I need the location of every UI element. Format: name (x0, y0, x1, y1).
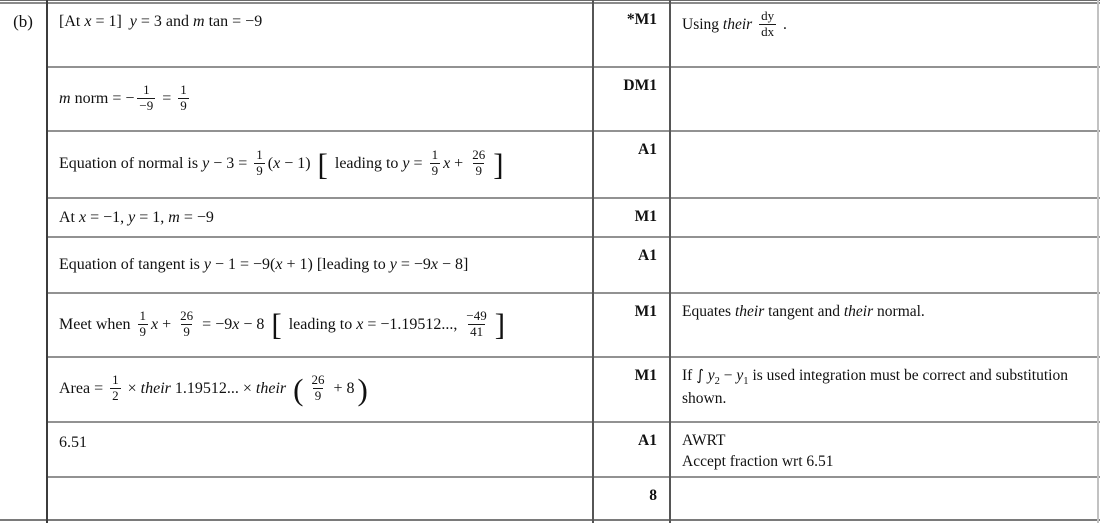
math-italic-text: x (443, 155, 451, 173)
comment-content (682, 302, 1086, 323)
math-text: − (719, 367, 737, 384)
working-cell (47, 68, 592, 130)
working-cell (47, 358, 592, 421)
table-row (47, 294, 1100, 358)
fraction-denominator: 2 (112, 388, 119, 403)
grid-line-mark-right (669, 0, 671, 523)
math-italic-text: y (389, 256, 397, 274)
fraction-numerator: 1 (180, 81, 187, 97)
grid-line-right-edge (1097, 0, 1099, 523)
table-row (47, 238, 1100, 294)
fraction-numerator: 26 (311, 372, 325, 388)
math-italic-text: m (193, 13, 205, 30)
working-cell (47, 478, 592, 519)
table-row (47, 132, 1100, 199)
comment-cell (670, 358, 1100, 421)
grid-line-top-edge (0, 0, 1100, 1)
math-text: = −1.19512..., (363, 315, 462, 333)
math-text: tangent and (764, 303, 844, 320)
math-text (752, 16, 756, 33)
math-text: 1.19512... × (170, 380, 256, 398)
fraction-denominator: 9 (183, 323, 190, 339)
math-text: leading to (284, 315, 357, 333)
math-italic-text: y (202, 155, 210, 173)
math-text: normal. (873, 303, 925, 320)
math-text: + 1) [leading to (282, 256, 390, 274)
working-content (59, 307, 508, 342)
fraction-denominator: 41 (470, 323, 484, 339)
mark-cell: DM1 (623, 77, 657, 94)
grid-line-mark-left (592, 0, 594, 523)
comment-cell (670, 238, 1100, 292)
fraction (430, 148, 441, 179)
part-label: (b) (13, 12, 33, 31)
fraction-numerator: −49 (466, 307, 487, 323)
fraction-denominator: −9 (139, 97, 154, 113)
math-text: − 8 (239, 315, 269, 333)
fraction (178, 309, 195, 340)
math-italic-text: x (273, 155, 281, 173)
mark-cell: A1 (638, 432, 657, 449)
large-bracket: ] (493, 146, 504, 182)
mark-cell: *M1 (626, 11, 657, 28)
math-italic-text: y (129, 13, 137, 30)
fraction (137, 83, 155, 114)
mark-cell: M1 (634, 208, 657, 225)
math-text: tan = −9 (204, 13, 263, 30)
math-text: = −9 (198, 315, 233, 333)
math-italic-text: their (843, 303, 874, 320)
comment-cell (670, 132, 1100, 197)
comment-cell (670, 2, 1100, 66)
math-text: leading to (330, 155, 403, 173)
math-italic-text: y (402, 155, 410, 173)
fraction-numerator: dy (761, 8, 775, 23)
math-text: At (59, 208, 79, 226)
math-text: = 1, (135, 208, 169, 226)
large-bracket: ) (357, 371, 368, 407)
math-text: = −9 (179, 208, 214, 226)
comment-content (682, 431, 1086, 473)
math-text: Equation of normal is (59, 155, 203, 173)
fraction-numerator: 1 (431, 147, 439, 163)
math-italic-text: x (84, 13, 92, 30)
math-italic-text: m (59, 89, 71, 107)
math-italic-text: their (722, 16, 753, 33)
fraction-denominator: 9 (256, 163, 263, 178)
math-text: Area = (59, 380, 108, 398)
fraction (759, 9, 776, 40)
working-cell (47, 132, 592, 197)
math-text: + (450, 155, 468, 173)
fraction-denominator: 9 (431, 163, 439, 178)
math-text: norm = − (70, 89, 135, 107)
math-text: Equation of tangent is (59, 256, 204, 274)
working-cell (47, 423, 592, 476)
fraction-numerator: 1 (143, 81, 150, 97)
math-text: . (779, 16, 787, 33)
math-text: 6.51 (59, 434, 87, 451)
fraction-numerator: 1 (256, 147, 263, 163)
math-text: + (158, 315, 176, 333)
fraction-denominator: 9 (475, 163, 482, 178)
working-content (59, 146, 507, 182)
working-content (59, 11, 262, 33)
math-italic-text: their (140, 380, 171, 398)
math-italic-text: x (232, 315, 240, 333)
working-content (59, 432, 87, 454)
math-text: Using (682, 16, 723, 33)
large-bracket: [ (271, 307, 282, 342)
math-italic-text: their (255, 380, 287, 398)
fraction (178, 83, 189, 114)
table-row (47, 478, 1100, 519)
math-text: Meet when (59, 315, 135, 333)
math-text: − 3 = (209, 155, 252, 173)
comment-cell (670, 294, 1100, 356)
table-row (47, 2, 1100, 68)
math-text: × (123, 380, 141, 398)
fraction (470, 148, 487, 179)
integral-symbol: ∫ (696, 367, 704, 384)
math-text: = −1, (86, 208, 129, 226)
math-text: = −9 (396, 256, 431, 274)
math-italic-text: x (79, 208, 87, 226)
fraction (110, 373, 121, 404)
math-italic-text: y (736, 367, 744, 384)
fraction-denominator: 9 (180, 97, 187, 113)
math-text: [At (59, 13, 85, 30)
working-cell (47, 2, 592, 66)
grid-line-part-divider (46, 0, 48, 523)
large-bracket: ( (293, 371, 304, 407)
large-bracket: ] (494, 307, 506, 342)
comment-cell (670, 423, 1100, 476)
math-italic-text: x (430, 256, 438, 274)
working-content (59, 371, 371, 407)
math-italic-text: y (203, 256, 211, 274)
fraction (464, 309, 488, 340)
mark-scheme-table (47, 2, 1100, 519)
table-row (47, 358, 1100, 423)
working-content (59, 81, 192, 115)
large-bracket: [ (317, 146, 328, 182)
math-text: − 1 = −9( (210, 256, 276, 274)
math-text: ( (267, 155, 274, 173)
mark-cell: A1 (638, 141, 657, 158)
fraction-denominator: 9 (139, 323, 147, 339)
math-text: − 1) (280, 155, 315, 173)
math-text: is used integration must be correct and substitution shown. (682, 367, 1072, 408)
comment-content (682, 366, 1086, 410)
subscript: 1 (743, 376, 749, 388)
math-text: Equates (682, 303, 735, 320)
math-italic-text: their (734, 303, 765, 320)
fraction (309, 373, 326, 404)
math-text: = (409, 155, 427, 173)
math-italic-text: m (168, 208, 180, 226)
table-row (47, 68, 1100, 132)
fraction-numerator: 1 (139, 307, 147, 323)
math-text: If (682, 367, 697, 384)
math-text (286, 380, 290, 397)
math-text: Accept fraction wrt 6.51 (682, 452, 834, 470)
working-cell (47, 238, 592, 292)
fraction-numerator: 26 (180, 307, 194, 323)
table-row (47, 423, 1100, 478)
math-italic-text: x (275, 256, 283, 274)
math-italic-text: x (151, 315, 159, 333)
working-content (59, 254, 468, 276)
working-cell (47, 199, 592, 236)
working-content (59, 207, 214, 229)
fraction (254, 148, 265, 179)
subscript: 2 (714, 376, 720, 388)
fraction (138, 309, 149, 340)
fraction-denominator: 9 (314, 388, 322, 403)
math-text: − 8] (437, 256, 469, 274)
math-text: = 1] (91, 13, 130, 30)
mark-cell: M1 (634, 367, 657, 384)
mark-cell: A1 (638, 247, 657, 264)
comment-cell (670, 199, 1100, 236)
math-text: = (158, 89, 176, 107)
mark-cell: M1 (634, 303, 657, 320)
fraction-numerator: 1 (112, 372, 119, 388)
grid-line-bottom (0, 519, 1100, 521)
comment-content (682, 10, 1086, 41)
math-text: + 8 (329, 380, 355, 398)
fraction-numerator: 26 (472, 147, 486, 163)
math-italic-text: y (707, 367, 715, 384)
grid-line-top (0, 2, 1100, 4)
math-text: = 3 and (136, 13, 194, 30)
math-italic-text: y (128, 208, 136, 226)
mark-cell: 8 (649, 487, 657, 504)
working-cell (47, 294, 592, 356)
fraction-denominator: dx (761, 23, 775, 39)
math-italic-text: x (356, 315, 364, 333)
comment-cell (670, 68, 1100, 130)
table-row (47, 199, 1100, 238)
math-text: AWRT (682, 432, 726, 449)
comment-cell (670, 478, 1100, 519)
